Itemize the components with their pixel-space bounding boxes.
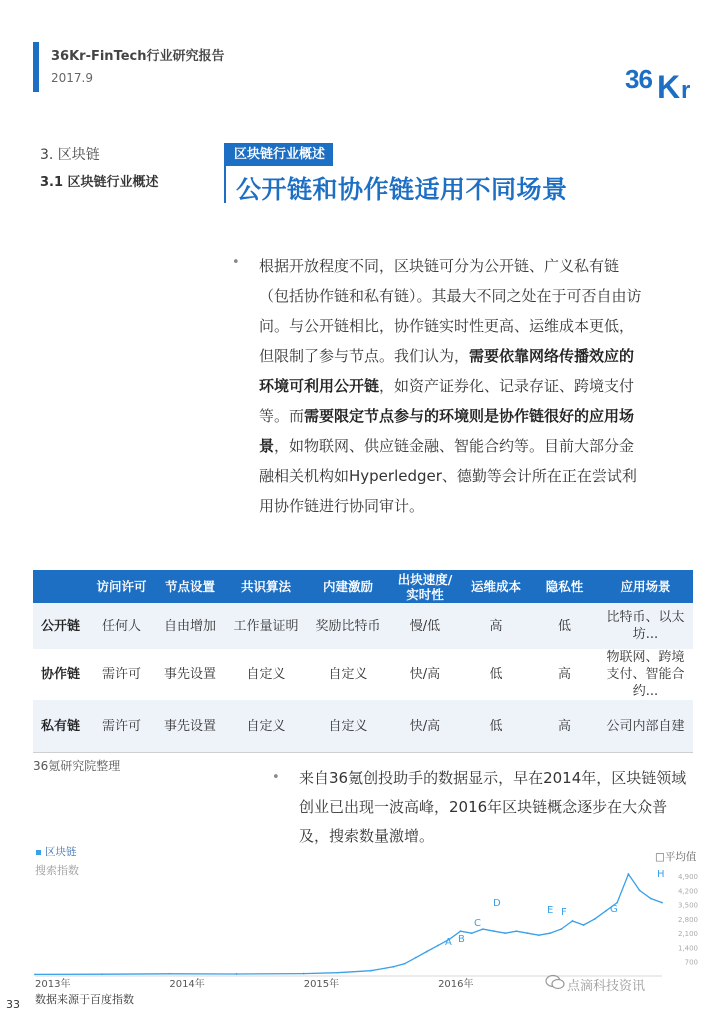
data-point [437,945,439,947]
table-cell: 需许可 [88,700,155,753]
y-tick-label: 3,500 [677,901,698,910]
data-point [415,957,417,959]
table-cell: 低 [461,700,531,753]
table-cell: 工作量证明 [225,603,307,649]
annotation-label: B [458,934,465,945]
series-line [35,874,662,974]
annotation-label: E [547,905,554,916]
y-tick-label: 2,800 [677,915,698,924]
table-header-cell [33,570,88,603]
wechat-icon [545,974,565,990]
data-point [34,973,36,975]
data-point [168,973,170,975]
table-cell: 任何人 [88,603,155,649]
table-cell: 低 [461,649,531,700]
table-header-cell: 共识算法 [225,570,307,603]
subsection-label: 3.1 区块链行业概述 [40,175,159,190]
table-cell: 公司内部自建 [598,700,693,753]
36kr-logo [625,58,699,104]
table-header-cell: 访问许可 [88,570,155,603]
table-cell: 事先设置 [155,649,225,700]
table-cell: 高 [531,649,598,700]
table-source-note: 36氪研究院整理 [33,759,121,773]
svg-text:K: K [657,69,681,104]
table-row [33,649,693,700]
report-date: 2017.9 [51,71,93,85]
table-cell: 高 [461,603,531,649]
bullet-icon: • [232,255,240,270]
row-header-cell: 公开链 [33,603,88,649]
bullet-icon: • [272,770,280,785]
table-cell: 物联网、跨境支付、智能合约... [598,649,693,700]
x-tick-label: 2015年 [303,979,340,990]
data-point [336,972,338,974]
data-point [471,932,473,934]
data-point [504,932,506,934]
data-point [549,932,551,934]
data-point [661,902,663,904]
table-cell: 事先设置 [155,700,225,753]
annotation-label: G [610,904,618,915]
data-point [493,930,495,932]
table-cell: 奖励比特币 [307,603,389,649]
y-tick-label: 4,200 [677,887,698,896]
table-header-row [33,570,693,603]
table-header-cell: 运维成本 [461,570,531,603]
table-cell: 自定义 [225,649,307,700]
table-cell: 自定义 [307,649,389,700]
x-tick-label: 2014年 [169,979,205,990]
data-point [303,973,305,975]
data-point [605,910,607,912]
body-paragraph [259,251,644,521]
table-cell: 慢/低 [389,603,461,649]
x-tick-label: 2013年 [35,979,71,990]
chart-source: 数据来源于百度指数 [35,993,134,1006]
table-row [33,700,693,753]
chapter-label: 3. 区块链 [40,147,100,163]
paragraph-emphasis: 需要限定节点参与的环境则是协作链很好的应用场景 [259,407,635,455]
data-point [460,930,462,932]
legend-label: 区块链 [45,846,77,858]
data-point [538,934,540,936]
annotation-label: D [493,898,501,909]
data-point [236,973,238,975]
header-accent-bar [33,42,39,92]
paragraph-emphasis: 需要依靠网络传播效应的环境可利用公开链 [259,347,635,395]
chart-subtitle: 搜索指数 [35,864,79,877]
table-cell: 快/高 [389,700,461,753]
table-cell: 低 [531,603,598,649]
data-point [628,873,630,875]
table-header-cell: 内建激励 [307,570,389,603]
data-point [527,932,529,934]
data-point [101,973,103,975]
annotation-label: F [561,907,567,918]
svg-text:r: r [681,77,691,104]
data-point [650,898,652,900]
table-cell: 快/高 [389,649,461,700]
y-tick-label: 4,900 [677,873,698,882]
body-paragraph: 来自36氪创投助手的数据显示，早在2014年，区块链领域创业已出现一波高峰，2016年区块链概念逐步在大众普及，搜索数量激增。 [299,769,687,845]
paragraph-text: ，如物联网、供应链金融、智能合约等。目前大部分金融相关机构如Hyperledger、德勤等会计所在正在尝试利用协作链进行协同审计。 [259,437,637,515]
svg-text:36: 36 [625,64,652,94]
page-headline: 公开链和协作链适用不同场景 [236,175,568,204]
data-point [639,889,641,891]
data-point [572,920,574,922]
average-label: 平均值 [664,851,697,863]
data-point [482,928,484,930]
row-header-cell: 私有链 [33,700,88,753]
table-header-cell: 出块速度/ 实时性 [389,570,461,603]
table-header-cell: 应用场景 [598,570,693,603]
annotation-label: H [657,869,665,880]
data-point [404,963,406,965]
data-point [392,966,394,968]
data-point [516,930,518,932]
table-cell: 需许可 [88,649,155,700]
table-cell: 自定义 [307,700,389,753]
chain-comparison-table [33,570,693,753]
y-tick-label: 700 [684,958,698,967]
watermark: 点滴科技资讯 [567,979,646,994]
table-cell: 比特币、以太坊... [598,603,693,649]
data-point [583,924,585,926]
data-point [594,918,596,920]
table-cell: 高 [531,700,598,753]
table-header-cell: 隐私性 [531,570,598,603]
y-tick-label: 2,100 [677,930,698,939]
paragraph-text: 根据开放程度不同，区块链可分为公开链、广义私有链（包括协作链和私有链）。其最大不同之处在于可否自由访问。与公开链相比，协作链实时性更高、运维成本更低，但限制了参与节点。我们认为， [259,257,642,365]
data-point [370,970,372,972]
table-cell: 自定义 [225,700,307,753]
table-header-cell: 节点设置 [155,570,225,603]
legend-swatch-icon [36,850,41,855]
table-row [33,603,693,649]
page-number: 33 [6,998,20,1011]
chart-legend [36,844,77,859]
report-title: 36Kr-FinTech行业研究报告 [51,49,225,64]
annotation-label: C [474,918,481,929]
paragraph-text: ，如资产证券化、记录存证、跨境支付等。而 [259,377,635,425]
table-cell: 自由增加 [155,603,225,649]
section-tag: 区块链行业概述 [226,143,333,166]
x-tick-label: 2016年 [438,979,474,990]
annotation-label: A [445,937,452,948]
y-tick-label: 1,400 [677,944,698,953]
row-header-cell: 协作链 [33,649,88,700]
data-point [560,928,562,930]
average-toggle[interactable]: □平均值 [655,851,697,863]
data-point [426,951,428,953]
